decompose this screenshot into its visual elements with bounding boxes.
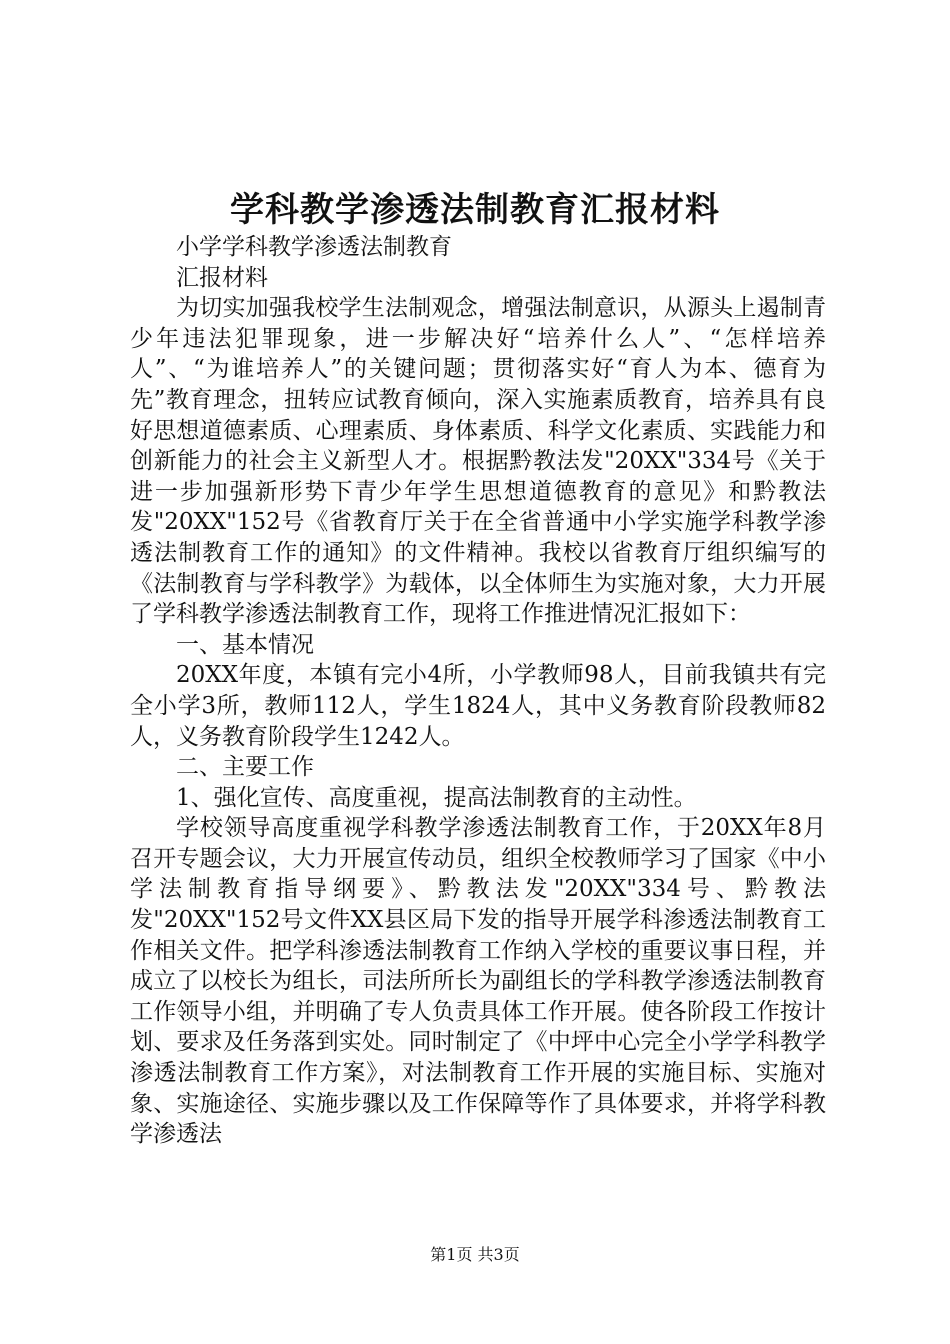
section-heading-basic: 一、基本情况: [176, 631, 314, 658]
subsection-heading-1: 1、强化宣传、高度重视，提高法制教育的主动性。: [176, 784, 697, 811]
document-title: 学科教学渗透法制教育汇报材料: [230, 190, 720, 230]
subtitle-line-1: 小学学科教学渗透法制教育: [176, 234, 452, 260]
intro-paragraph: 为切实加强我校学生法制观念，增强法制意识，从源头上遏制青少年违法犯罪现象，进一步解决好“培养什么人”、“怎样培养人”、“为谁培养人”的关键问题；贯彻落实好“育人为本、德育为先”教育理念，扭转应试教育倾向，深入实施素质教育，培养具有良好思想道德素质、心理素质、身体素质、科学文化素质、实践能力和创新能力的社会主义新型人才。根据黔教法发"20XX"334号《关于进一步加强新形势下青少年学生思想道德教育的意见》和黔教法发"20XX"152号《省教育厅关于在全省普通中小学实施学科教学渗透法制教育工作的通知》的文件精神。我校以省教育厅组织编写的《法制教育与学科教学》为载体，以全体师生为实施对象，大力开展了学科教学渗透法制教育工作，现将工作推进情况汇报如下：: [130, 295, 826, 628]
page-footer: 第1页 共3页: [430, 1245, 520, 1264]
document-body: [130, 232, 826, 1150]
section-heading-main-work: 二、主要工作: [176, 754, 314, 781]
main-work-paragraph: 学校领导高度重视学科教学渗透法制教育工作，于20XX年8月召开专题会议，大力开展宣传动员，组织全校教师学习了国家《中小学法制教育指导纲要》、黔教法发"20XX"334号、黔教法发"20XX"152号文件XX县区局下发的指导开展学科渗透法制教育工作相关文件。把学科渗透法制教育工作纳入学校的重要议事日程，并成立了以校长为组长，司法所所长为副组长的学科教学渗透法制教育工作领导小组，并明确了专人负责具体工作开展。使各阶段工作按计划、要求及任务落到实处。同时制定了《中坪中心完全小学学科教学渗透法制教育工作方案》，对法制教育工作开展的实施目标、实施对象、实施途径、实施步骤以及工作保障等作了具体要求，并将学科教学渗透法: [130, 815, 826, 1148]
basic-info-paragraph: 20XX年度，本镇有完小4所，小学教师98人，目前我镇共有完全小学3所，教师112人，学生1824人，其中义务教育阶段教师82人，义务教育阶段学生1242人。: [130, 662, 826, 750]
subtitle-line-2: 汇报材料: [176, 264, 268, 291]
